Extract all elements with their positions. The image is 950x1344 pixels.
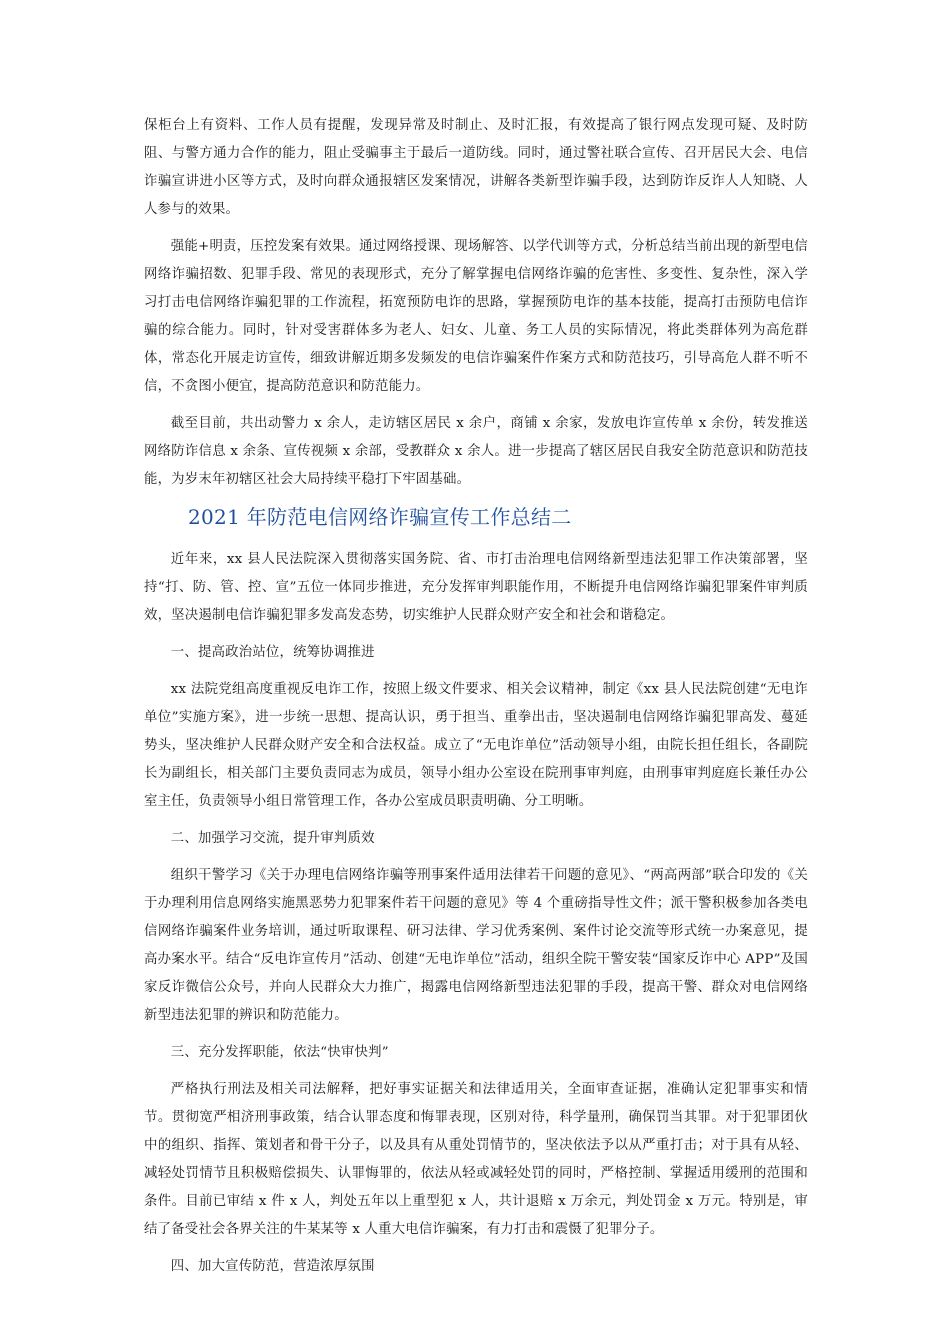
- document-page: [144, 112, 808, 1281]
- paragraph-gap: [144, 1030, 808, 1039]
- paragraph-continued: 保柜台上有资料、工作人员有提醒，发现异常及时制止、及时汇报，有效提高了银行网点发现可疑、及时防阻、与警方通力合作的能力，阻止受骗事主于最后一道防线。同时，通过警社联合宣传、召开居民大会、电信诈骗宣讲进小区等方式，及时向群众通报辖区发案情况，讲解各类新型诈骗手段，达到防诈反诈人人知晓、人人参与的效果。: [144, 118, 808, 217]
- paragraph-gap: [144, 816, 808, 825]
- paragraph-gap: [144, 1067, 808, 1076]
- section-heading: 2021 年防范电信网络诈骗宣传工作总结二: [188, 505, 572, 529]
- subsection-body-3: 严格执行刑法及相关司法解释，把好事实证据关和法律适用关，全面审查证据，准确认定犯罪事实和情节。贯彻宽严相济刑事政策，结合认罪态度和悔罪表现，区别对待，科学量刑，确保罚当其罪。对于犯罪团伙中的组织、指挥、策划者和骨干分子，以及具有从重处罚情节的，坚决依法予以从严重打击；对于具有从轻、减轻处罚情节且积极赔偿损失、认罪悔罪的，依法从轻或减轻处罚的同时，严格控制、掌握适用缓刑的范围和条件。目前已审结 x 件 x 人，判处五年以上重型犯 x 人，共计退赔 x 万余元，判处罚金 x 万元。特别是，审结了备受社会各界关注的牛某某等 x 人重大电信诈骗案，有力打击和震慑了犯罪分子。: [144, 1082, 808, 1237]
- subsection-body-1: xx 法院党组高度重视反电诈工作，按照上级文件要求、相关会议精神，制定《xx 县人民法院创建“无电诈单位”实施方案》，进一步统一思想、提高认识，勇于担当、重拳出击，坚决遏制电信网络诈骗犯罪高发、蔓延势头，坚决维护人民群众财产安全和合法权益。成立了“无电诈单位”活动领导小组，由院长担任组长，各副院长为副组长，相关部门主要负责同志为成员，领导小组办公室设在院刑事审判庭，由刑事审判庭庭长兼任办公室主任，负责领导小组日常管理工作，各办公室成员职责明确、分工明晰。: [144, 682, 808, 809]
- paragraph-gap: [144, 401, 808, 410]
- paragraph-statistics: 截至目前，共出动警力 x 余人，走访辖区居民 x 余户，商铺 x 余家，发放电诈宣传单 x 余份，转发推送网络防诈信息 x 余条、宣传视频 x 余部，受教群众 x 余人。进一步提高了辖区居民自我安全防范意识和防范技能，为岁末年初辖区社会大局持续平稳打下牢固基础。: [144, 416, 808, 487]
- paragraph-training: 强能+明责，压控发案有效果。通过网络授课、现场解答、以学代训等方式，分析总结当前出现的新型电信网络诈骗招数、犯罪手段、常见的表现形式，充分了解掌握电信网络诈骗的危害性、多变性、复杂性，深入学习打击电信网络诈骗犯罪的工作流程，拓宽预防电诈的思路，掌握预防电诈的基本技能，提高打击预防电信诈骗的综合能力。同时，针对受害群体多为老人、妇女、儿童、务工人员的实际情况，将此类群体列为高危群体，常态化开展走访宣传，细致讲解近期多发频发的电信诈骗案件作案方式和防范技巧，引导高危人群不听不信，不贪图小便宜，提高防范意识和防范能力。: [144, 239, 808, 394]
- paragraph-gap: [144, 853, 808, 862]
- subsection-title-2: 二、加强学习交流，提升审判质效: [170, 831, 375, 846]
- subsection-body-2: 组织干警学习《关于办理电信网络诈骗等刑事案件适用法律若干问题的意见》、“两高两部”联合印发的《关于办理利用信息网络实施黑恶势力犯罪案件若干问题的意见》等 4 个重磅指导性文件；派干警积极参加各类电信网络诈骗案件业务培训，通过听取课程、研习法律、学习优秀案例、案件讨论交流等形式统一办案意见，提高办案水平。结合“反电诈宣传月”活动、创建“无电诈单位”活动，组织全院干警安装“国家反诈中心 APP”及国家反诈微信公众号，并向人民群众大力推广，揭露电信网络新型违法犯罪的手段，提高干警、群众对电信网络新型违法犯罪的辨识和防范能力。: [144, 868, 808, 1023]
- paragraph-gap: [144, 1244, 808, 1253]
- paragraph-gap: [144, 630, 808, 639]
- subsection-title-4: 四、加大宣传防范，营造浓厚氛围: [170, 1259, 375, 1274]
- paragraph-intro: 近年来，xx 县人民法院深入贯彻落实国务院、省、市打击治理电信网络新型违法犯罪工作决策部署，坚持“打、防、管、控、宣”五位一体同步推进，充分发挥审判职能作用，不断提升电信网络诈骗犯罪案件审判质效，坚决遏制电信诈骗犯罪多发高发态势，切实维护人民群众财产安全和社会和谐稳定。: [144, 552, 808, 623]
- paragraph-gap: [144, 667, 808, 676]
- subsection-title-1: 一、提高政治站位，统筹协调推进: [170, 645, 375, 660]
- subsection-title-3: 三、充分发挥职能，依法“快审快判”: [170, 1045, 389, 1060]
- paragraph-gap: [144, 224, 808, 233]
